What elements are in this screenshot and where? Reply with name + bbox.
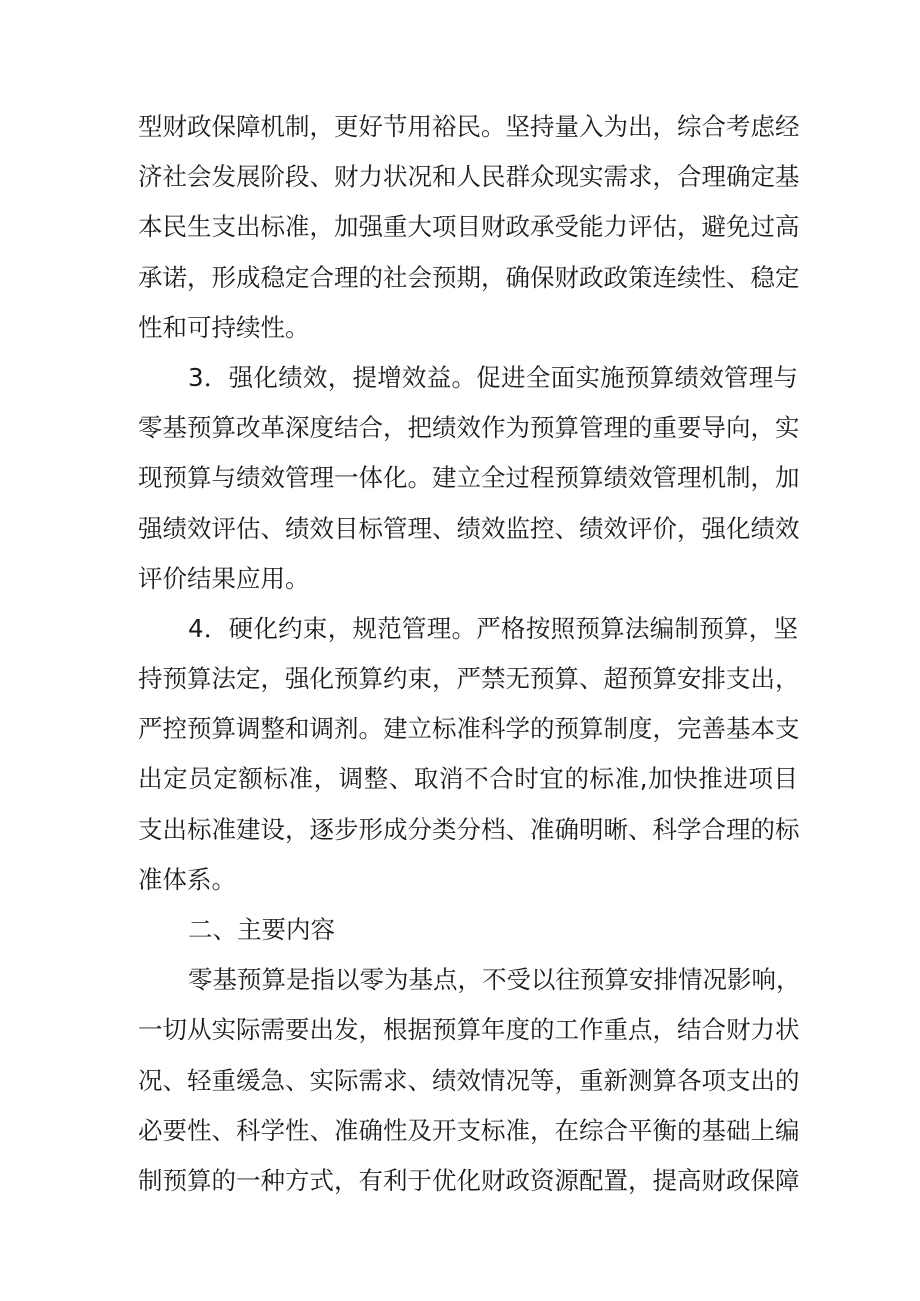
paragraph [138, 353, 798, 604]
text-line: 严控预算调整和调剂。建立标准科学的预算制度，完善基本支 [138, 714, 800, 744]
text-line: 型财政保障机制，更好节用裕民。坚持量入为出，综合考虑经 [138, 112, 800, 141]
text-line: 评价结果应用。 [138, 563, 310, 593]
text-line: 零基预算改革深度结合，把绩效作为预算管理的重要导向，实 [138, 413, 800, 443]
text-line: 本民生支出标准，加强重大项目财政承受能力评估，避免过高 [138, 212, 800, 242]
text-line: 现预算与绩效管理一体化。建立全过程预算绩效管理机制，加 [138, 463, 800, 493]
paragraph [138, 102, 798, 353]
text-line: 承诺，形成稳定合理的社会预期，确保财政政策连续性、稳定 [138, 262, 800, 292]
text-line: 济社会发展阶段、财力状况和人民群众现实需求，合理确定基 [138, 162, 800, 192]
text-line: 零基预算是指以零为基点，不受以往预算安排情况影响， [188, 965, 801, 995]
paragraph [138, 604, 798, 905]
text-line: 性和可持续性。 [138, 312, 310, 342]
text-line: 4．硬化约束，规范管理。严格按照预算法编制预算，坚 [188, 613, 798, 643]
text-line: 出定员定额标准，调整、取消不合时宜的标准,加快推进项目 [138, 764, 798, 794]
text-line: 强绩效评估、绩效目标管理、绩效监控、绩效评价，强化绩效 [138, 513, 800, 543]
paragraph [138, 955, 801, 1206]
text-line: 一切从实际需要出发，根据预算年度的工作重点，结合财力状 [138, 1015, 800, 1045]
text-line: 支出标准建设，逐步形成分类分档、准确明晰、科学合理的标 [138, 814, 800, 844]
text-line: 准体系。 [138, 864, 236, 894]
text-line: 况、轻重缓急、实际需求、绩效情况等，重新测算各项支出的 [138, 1065, 800, 1095]
text-line: 持预算法定，强化预算约束，严禁无预算、超预算安排支出， [138, 664, 800, 694]
document-body [138, 102, 801, 1206]
text-line: 3．强化绩效，提增效益。促进全面实施预算绩效管理与 [188, 362, 798, 392]
section-heading [138, 905, 798, 955]
heading-text: 二、主要内容 [188, 915, 335, 944]
text-line: 必要性、科学性、准确性及开支标准，在综合平衡的基础上编 [138, 1115, 800, 1145]
text-line: 制预算的一种方式，有利于优化财政资源配置，提高财政保障 [138, 1165, 800, 1195]
